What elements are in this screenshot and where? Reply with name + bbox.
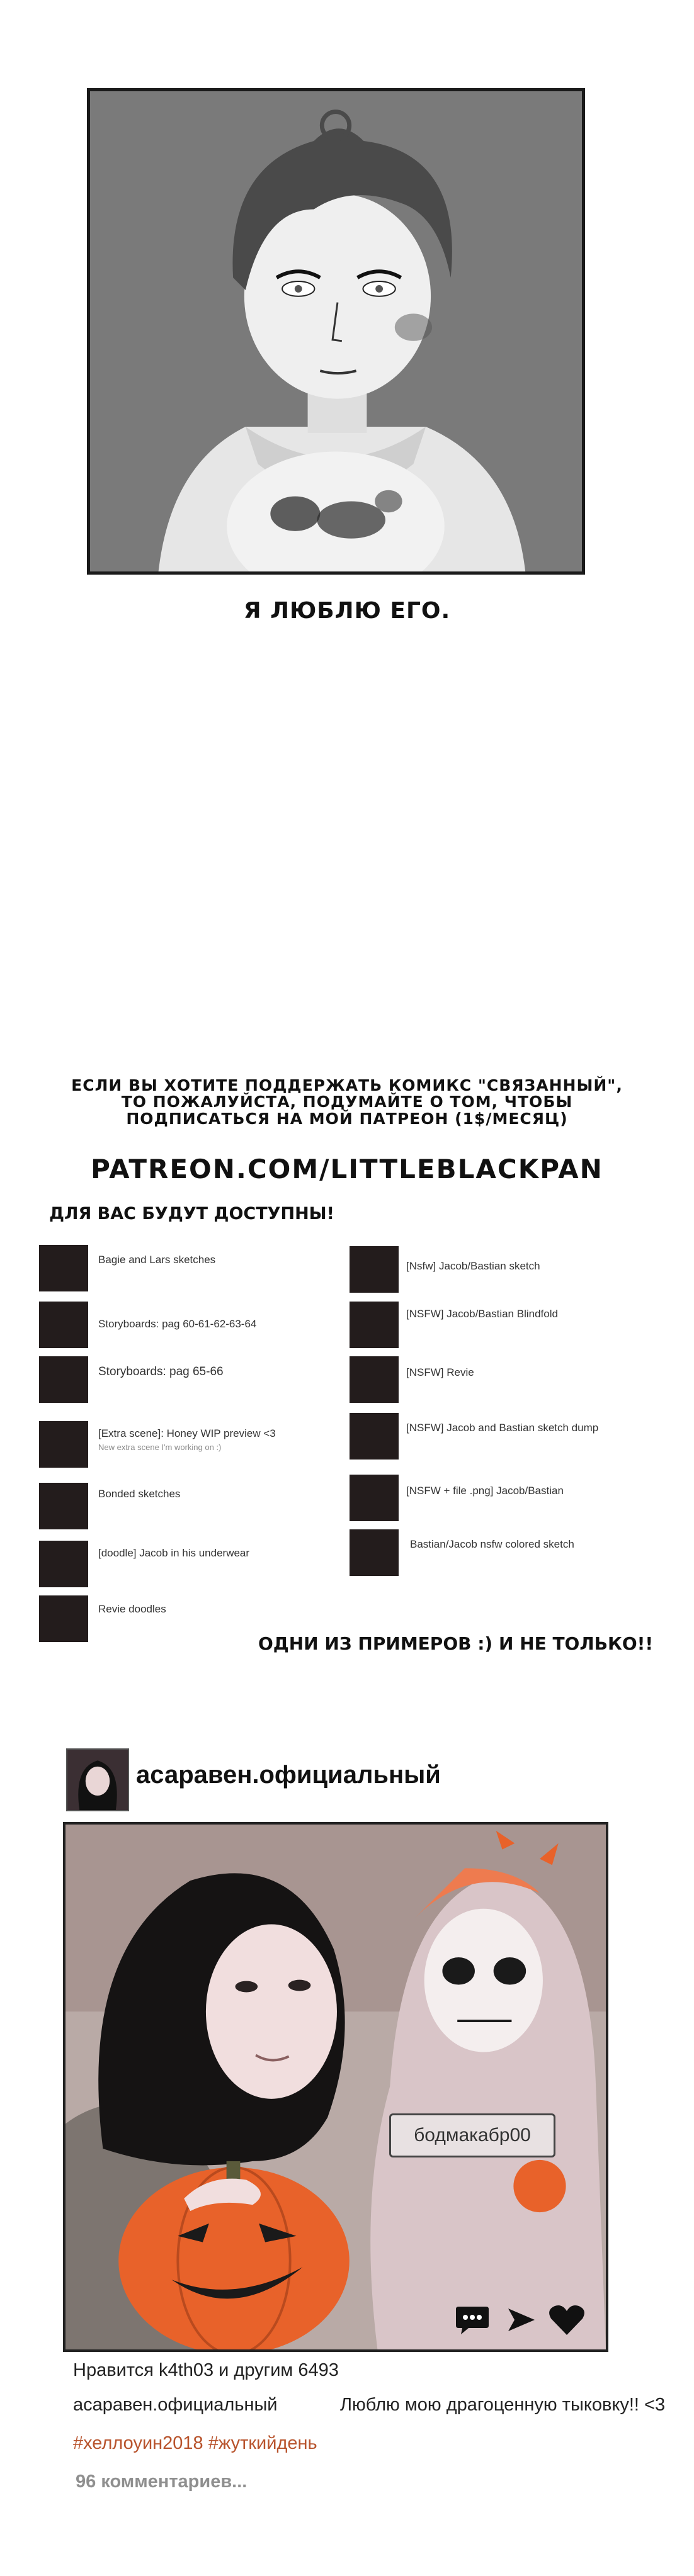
patreon-post[interactable]: [350, 1246, 540, 1293]
hashtags[interactable]: #хеллоуин2018 #жуткийдень: [73, 2433, 317, 2453]
comment-icon[interactable]: [453, 2302, 491, 2337]
post-subtitle: New extra scene I'm working on :): [98, 1443, 222, 1452]
patreon-post[interactable]: [39, 1541, 249, 1587]
post-thumbnail: [39, 1245, 88, 1291]
available-title: ДЛЯ ВАС БУДУТ ДОСТУПНЫ!: [49, 1204, 334, 1223]
examples-note: ОДНИ ИЗ ПРИМЕРОВ :) И НЕ ТОЛЬКО!!: [258, 1633, 654, 1654]
post-thumbnail: [350, 1529, 399, 1576]
post-title: Storyboards: pag 60-61-62-63-64: [98, 1318, 257, 1330]
heart-icon[interactable]: [548, 2302, 586, 2337]
post-title: [NSFW] Revie: [406, 1366, 474, 1378]
post-title: [doodle] Jacob in his underwear: [98, 1547, 250, 1559]
patreon-post[interactable]: [39, 1302, 256, 1348]
post-title: Storyboards: pag 65-66: [98, 1365, 224, 1378]
post-title: [Nsfw] Jacob/Bastian sketch: [406, 1260, 540, 1272]
patreon-post[interactable]: [39, 1421, 276, 1468]
patreon-post[interactable]: [39, 1595, 166, 1642]
post-title: [NSFW + file .png] Jacob/Bastian: [406, 1485, 564, 1497]
post-thumbnail: [39, 1541, 88, 1587]
post-title: [NSFW] Jacob and Bastian sketch dump: [406, 1422, 599, 1434]
post-thumbnail: [350, 1413, 399, 1460]
patreon-post[interactable]: [350, 1475, 564, 1521]
post-thumbnail: [39, 1356, 88, 1403]
post-username[interactable]: асаравен.официальный: [136, 1761, 441, 1789]
post-thumbnail: [350, 1356, 399, 1403]
halloween-illustration: [65, 1825, 606, 2349]
caption-username[interactable]: асаравен.официальный: [73, 2395, 278, 2415]
support-line-2: ТО ПОЖАЛУЙСТА, ПОДУМАЙТЕ О ТОМ, ЧТОБЫ: [121, 1093, 573, 1111]
panel-caption: Я ЛЮБЛЮ ЕГО.: [243, 598, 451, 624]
post-photo: [63, 1822, 608, 2352]
patreon-post[interactable]: [350, 1356, 474, 1403]
view-comments-link[interactable]: 96 комментариев...: [76, 2472, 247, 2492]
support-message: [0, 1077, 694, 1127]
post-thumbnail: [350, 1475, 399, 1521]
post-thumbnail: [39, 1595, 88, 1642]
support-line-1: ЕСЛИ ВЫ ХОТИТЕ ПОДДЕРЖАТЬ КОМИКС "СВЯЗАННЫЙ",: [71, 1076, 623, 1094]
patreon-link[interactable]: PATREON.COM/LITTLEBLACKPAN: [91, 1154, 603, 1184]
avatar-portrait-icon: [67, 1750, 128, 1810]
patreon-post[interactable]: [39, 1483, 180, 1529]
post-thumbnail: [39, 1302, 88, 1348]
post-title: Bonded sketches: [98, 1488, 181, 1500]
comic-panel: [87, 88, 585, 575]
patreon-post[interactable]: [350, 1529, 574, 1576]
share-icon[interactable]: [503, 2302, 540, 2337]
photo-tag[interactable]: бодмакабр00: [389, 2113, 555, 2157]
post-title: Bastian/Jacob nsfw colored sketch: [410, 1538, 574, 1550]
post-title: Revie doodles: [98, 1603, 166, 1615]
post-actions: [453, 2302, 598, 2340]
patreon-post[interactable]: [39, 1245, 215, 1291]
boy-illustration: [90, 91, 582, 571]
post-title: [NSFW] Jacob/Bastian Blindfold: [406, 1308, 558, 1320]
post-thumbnail: [350, 1302, 399, 1348]
post-title: Bagie and Lars sketches: [98, 1254, 216, 1266]
post-thumbnail: [350, 1246, 399, 1293]
caption-text: Люблю мою драгоценную тыковку!! <3: [340, 2395, 666, 2415]
post-thumbnail: [39, 1483, 88, 1529]
patreon-post[interactable]: [350, 1302, 558, 1348]
likes-count[interactable]: Нравится k4th03 и другим 6493: [73, 2360, 339, 2380]
support-line-3: ПОДПИСАТЬСЯ НА МОЙ ПАТРЕОН (1$/МЕСЯЦ): [126, 1109, 568, 1128]
patreon-post[interactable]: [39, 1356, 224, 1403]
post-thumbnail: [39, 1421, 88, 1468]
profile-avatar[interactable]: [66, 1748, 129, 1811]
patreon-post[interactable]: [350, 1413, 598, 1460]
post-title: [Extra scene]: Honey WIP preview <3: [98, 1427, 276, 1439]
